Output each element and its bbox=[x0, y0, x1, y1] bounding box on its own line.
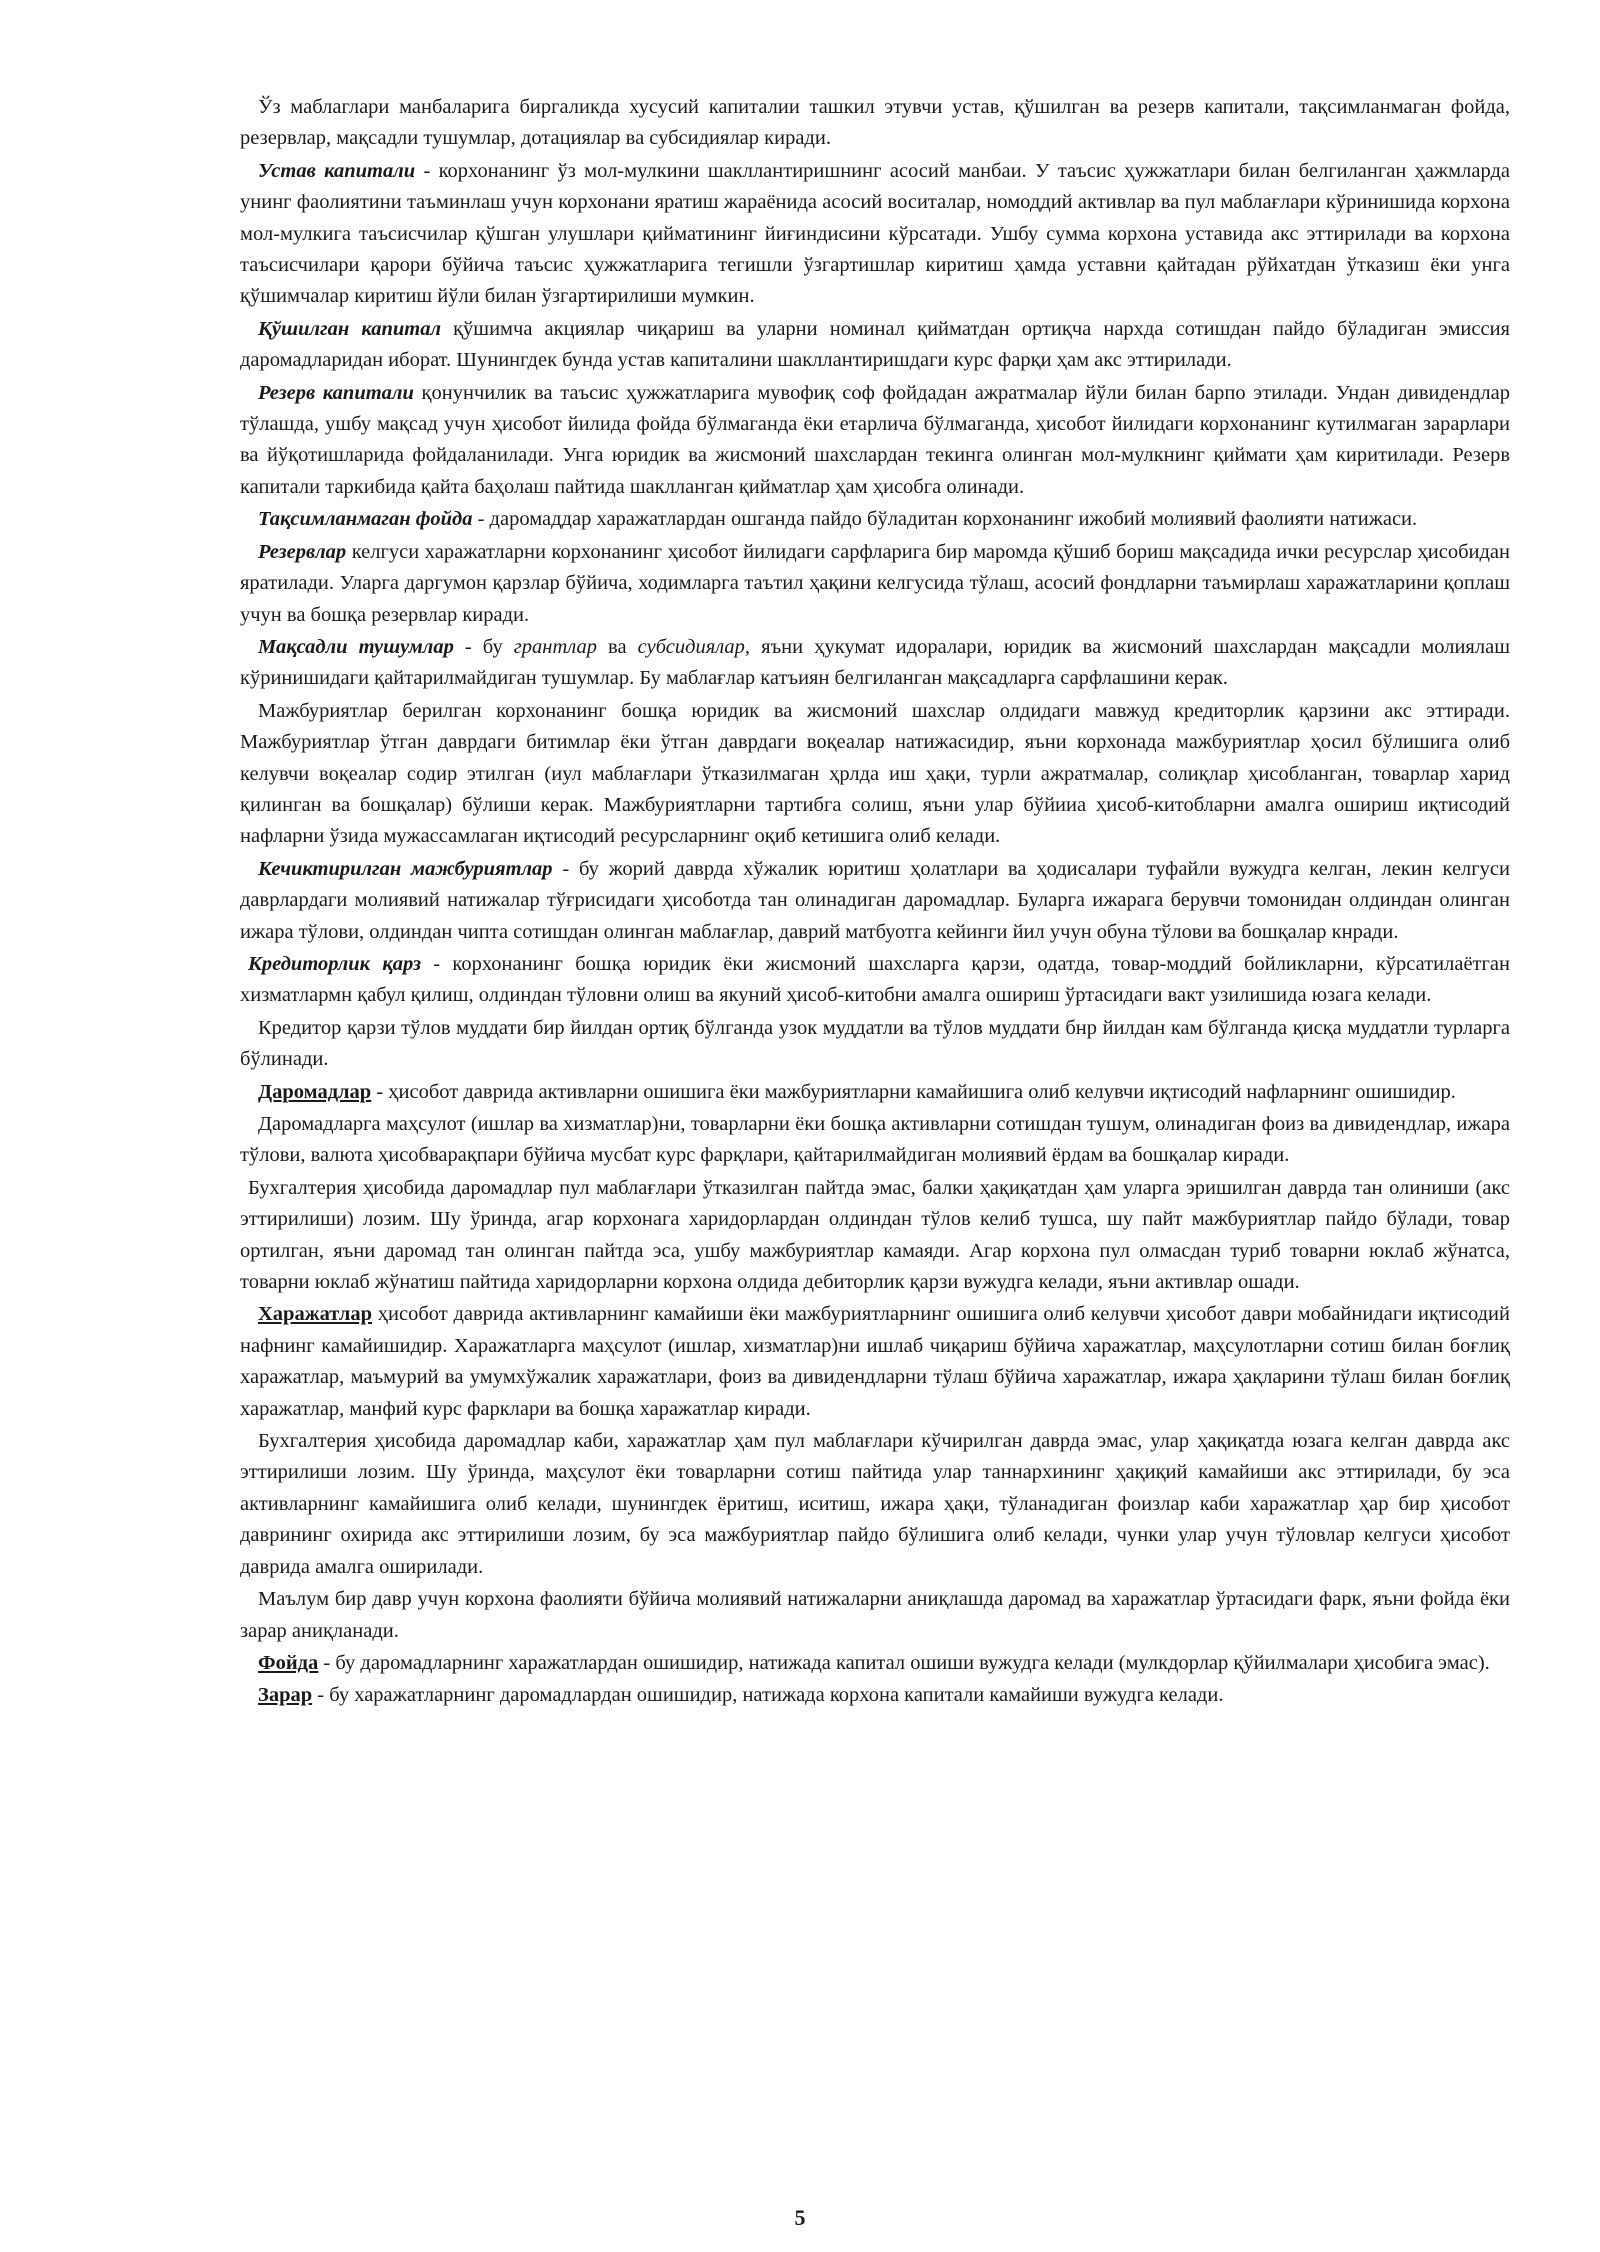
paragraph-targeted-receipts: Мақсадли тушумлар - бу грантлар ва субсидиялар, яъни ҳукумат идоралари, юридик ва жисмоний шахслардан мақсадли молиялаш кўринишидаги қайтарилмайдиган тушумлар. Бу маблағлар катъиян белгиланган мақсадларга сарфлашини керак. bbox=[240, 635, 1510, 690]
term-revenues: Даромадлар bbox=[258, 1080, 372, 1103]
paragraph-deferred-liabilities: Кечиктирилган мажбуриятлар - бу жорий даврда хўжалик юритиш ҳолатлари ва ҳодисалари туфайли вужудга келган, лекин келгуси даврлардаги молиявий натижалар тўғрисидаги ҳисоботда тан олинадиган даромадлар. Буларга ижарага берувчи томонидан олдиндан олинган ижара тўлови, олдиндан чипта сотишдан олинган маблағлар, даврий матбуотга кейинги йил учун обуна тўлови ва бошқалар кнради. bbox=[240, 857, 1510, 943]
paragraph-accounts-payable: Кредиторлик қарз - корхонанинг бошқа юридик ёки жисмоний шахсларга қарзи, одатда, товар-моддий бойликларни, кўрсатилаётган хизматлармн қабул қилиш, олдиндан тўловни олиш ва якуний ҳисоб-китобни амалга ошириш ўртасидаги вакт узилишида юзага келади. bbox=[240, 952, 1510, 1007]
page-number: 5 bbox=[794, 2205, 806, 2230]
paragraph-expense-recognition: Бухгалтерия ҳисобида даромадлар каби, харажатлар ҳам пул маблағлари кўчирилган даврда эмас, улар ҳақиқатда юзага келган даврда акс эттирилиши лозим. Шу ўринда, маҳсулот ёки товарларни сотиш пайтида улар таннархининг ҳақиқий камайиши акс эттирилади, бу эса активларнинг камайишига олиб келади, шунингдек ёритиш, иситиш, ижара ҳақи, тўланадиган фоизлар каби харажатлар ҳар бир ҳисобот даврининг охирида акс эттирилиши лозим, бу эса мажбуриятлар пайдо бўлишига олиб келади, чунки улар учун тўловлар келгуси ҳисобот даврида амалга оширилади. bbox=[240, 1430, 1510, 1578]
term-profit: Фойда bbox=[258, 1651, 319, 1674]
paragraph-revenue-items: Даромадларга маҳсулот (ишлар ва хизматлар)ни, товарларни ёки бошқа активларни сотишдан тушум, олинадиган фоиз ва дивидендлар, ижара тўлови, валюта ҳисобварақпари бўйича мусбат курс фарқлари, қайтарилмайдиган молиявий ёрдам ва бошқалар киради. bbox=[240, 1113, 1510, 1167]
term-deferred-liabilities: Кечиктирилган мажбуриятлар bbox=[258, 857, 553, 880]
term-expenses: Харажатлар bbox=[258, 1303, 373, 1326]
term-reserves: Резервлар bbox=[258, 540, 347, 563]
term-retained-earnings: Тақсимланмаган фойда bbox=[258, 508, 473, 531]
paragraph-expenses: Харажатлар ҳисобот даврида активларнинг камайиши ёки мажбуриятларнинг ошишига олиб келувчи ҳисобот даври мобайнидаги иқтисодий нафнинг камайишидир. Харажатларга маҳсулот (ишлар, хизматлар)ни ишлаб чиқариш бўйича харажатлар, маҳсулотларни сотиш билан боғлиқ харажатлар, маъмурий ва умумхўжалик харажатлари, фоиз ва дивидендларни тўлаш бўйича харажатлар, ижара ҳақларини тўлаш билан боғлиқ харажатлар, манфий курс фарклари ва бошқа харажатлар киради. bbox=[240, 1303, 1510, 1420]
paragraph-reserves: Резервлар келгуси харажатларни корхонанинг ҳисобот йилидаги сарфларига бир маромда қўшиб бориш мақсадида ички ресурслар ҳисобидан яратилади. Уларга даргумон қарзлар бўйича, ходимларга таътил ҳақини келгусида тўлаш, асосий фондларни таъмирлаш харажатларини қоплаш учун ва бошқа резервлар киради. bbox=[240, 540, 1510, 626]
paragraph-financial-result: Маълум бир давр учун корхона фаолияти бўйича молиявий натижаларни аниқлашда даромад ва харажатлар ўртасидаги фарк, яъни фойда ёки зарар аниқланади. bbox=[240, 1588, 1510, 1642]
paragraph-charter-capital: Устав капитали - корхонанинг ўз мол-мулкини шакллантиришнинг асосий манбаи. У таъсис ҳужжатлари билан белгиланган ҳажмларда унинг фаолиятини таъминлаш учун корхонани яратиш жараёнида асосий воситалар, номоддий активлар ва пул маблағлари кўринишида корхона мол-мулкига таъсисчилар қўшган улушлари қийматининг йиғиндисини кўрсатади. Ушбу сумма корхона уставида акс эттирилади ва корхона таъсисчилари қарори бўйича таъсис ҳужжатларига тегишли ўзгартишлар киритиш ҳамда уставни қайтадан рўйхатдан ўтказиш ёки унга қўшимчалар киритиш йўли билан ўзгартирилиши мумкин. bbox=[240, 159, 1510, 308]
term-subsidies: субсидиялар, bbox=[637, 635, 751, 658]
paragraph-retained-earnings: Тақсимланмаган фойда - даромаддар харажатлардан ошганда пайдо бўладитан корхонанинг ижобий молиявий фаолияти натижаси. bbox=[258, 508, 1418, 531]
term-added-capital: Қўшилган капитал bbox=[258, 317, 441, 340]
term-charter-capital: Устав капитали bbox=[258, 159, 416, 182]
paragraph-payable-terms: Кредитор қарзи тўлов муддати бир йилдан ортиқ бўлганда узок муддатли ва тўлов муддати бнр йилдан кам бўлганда қисқа муддатли турларга бўлинади. bbox=[240, 1016, 1510, 1071]
term-targeted-receipts: Мақсадли тушумлар bbox=[258, 635, 454, 658]
term-accounts-payable: Кредиторлик қарз bbox=[248, 952, 421, 975]
paragraph-loss: Зарар - бу харажатларнинг даромадлардан ошишидир, натижада корхона капитали камайиши вужудга келади. bbox=[258, 1684, 1224, 1707]
term-grants: грантлар bbox=[513, 635, 597, 658]
term-loss: Зарар bbox=[258, 1684, 313, 1707]
document-body bbox=[240, 92, 1510, 1713]
paragraph-reserve-capital: Резерв капитали қонунчилик ва таъсис ҳужжатларига мувофиқ соф фойдадан ажратмалар йўли билан барпо этилади. Ундан дивидендлар тўлашда, ушбу мақсад учун ҳисобот йилида фойда бўлмаганда ёки етарлича бўлмаганда, ҳисобот йилидаги корхонанинг кутилмаган зарарлари ва йўқотишларида фойдаланилади. Унга юридик ва жисмоний шахслардан текинга олинган мол-мулкнинг қиймати ҳам киритилади. Резерв капитали таркибида қайта баҳолаш пайтида шаклланган қийматлар ҳам ҳисобга олинади. bbox=[240, 381, 1511, 498]
term-reserve-capital: Резерв капитали bbox=[258, 381, 414, 404]
paragraph-revenue-recognition: Бухгалтерия ҳисобида даромадлар пул маблағлари ўтказилган пайтда эмас, балки ҳақиқатдан ҳам уларга эришилган даврда тан олиниши (акс эттирилиши) лозим. Шу ўринда, агар корхонага харидорлардан олдиндан тўлов келиб тушса, шу пайт мажбуриятлар пайдо бўлади, товар ортилган, яъни даромад тан олинган пайтда эса, ушбу мажбуриятлар камаяди. Агар корхона пул олмасдан туриб товарни юклаб жўнатса, товарни юклаб жўнатиш пайтида харидорларни корхона олдида дебиторлик қарзи вужудга келади, яъни активлар ошади. bbox=[240, 1176, 1510, 1294]
paragraph-liabilities: Мажбуриятлар берилган корхонанинг бошқа юридик ва жисмоний шахслар олдидаги мавжуд кредиторлик қарзини акс эттиради. Мажбуриятлар ўтган даврдаги битимлар ёки ўтган даврдаги воқеалар натижасидир, яъни корхонада мажбуриятлар ҳосил бўлишига олиб келувчи воқеалар содир этилган (иул маблағлари ўтказилмаган ҳрлда иш ҳақи, турли ажратмалар, солиқлар ҳисобланган, товарлар харид қилинган ва бошқалар) бўлиши керак. Мажбуриятларни тартибга солиш, яъни улар бўйииа ҳисоб-китобларни амалга ошириш иқтисодий нафларни ўзида мужассамлаган иқтисодий ресурсларнинг оқиб кетишига олиб келади. bbox=[240, 699, 1510, 848]
paragraph-profit: Фойда - бу даромадларнинг харажатлардан ошишидир, натижада капитал ошиши вужудга келади (мулкдорлар қўйилмалари ҳисобига эмас). bbox=[258, 1651, 1490, 1674]
paragraph-added-capital: Қўшилган капитал қўшимча акциялар чиқариш ва уларни номинал қийматдан ортиқча нархда сотишдан пайдо бўладиган эмиссия даромадларидан иборат. Шунингдек бунда устав капиталини шакллантиришдаги курс фарқи ҳам акс эттирилади. bbox=[240, 317, 1510, 372]
paragraph-revenues: Даромадлар - ҳисобот даврида активларни ошишига ёки мажбуриятларни камайишига олиб келувчи иқтисодий нафларнинг ошишидир. bbox=[258, 1080, 1456, 1103]
paragraph-own-funds: Ўз маблаглари манбаларига биргаликда хусусий капиталии ташкил этувчи устав, қўшилган ва резерв капитали, тақсимланмаган фойда, резервлар, мақсадли тушумлар, дотациялар ва субсидиялар киради. bbox=[240, 96, 1510, 150]
